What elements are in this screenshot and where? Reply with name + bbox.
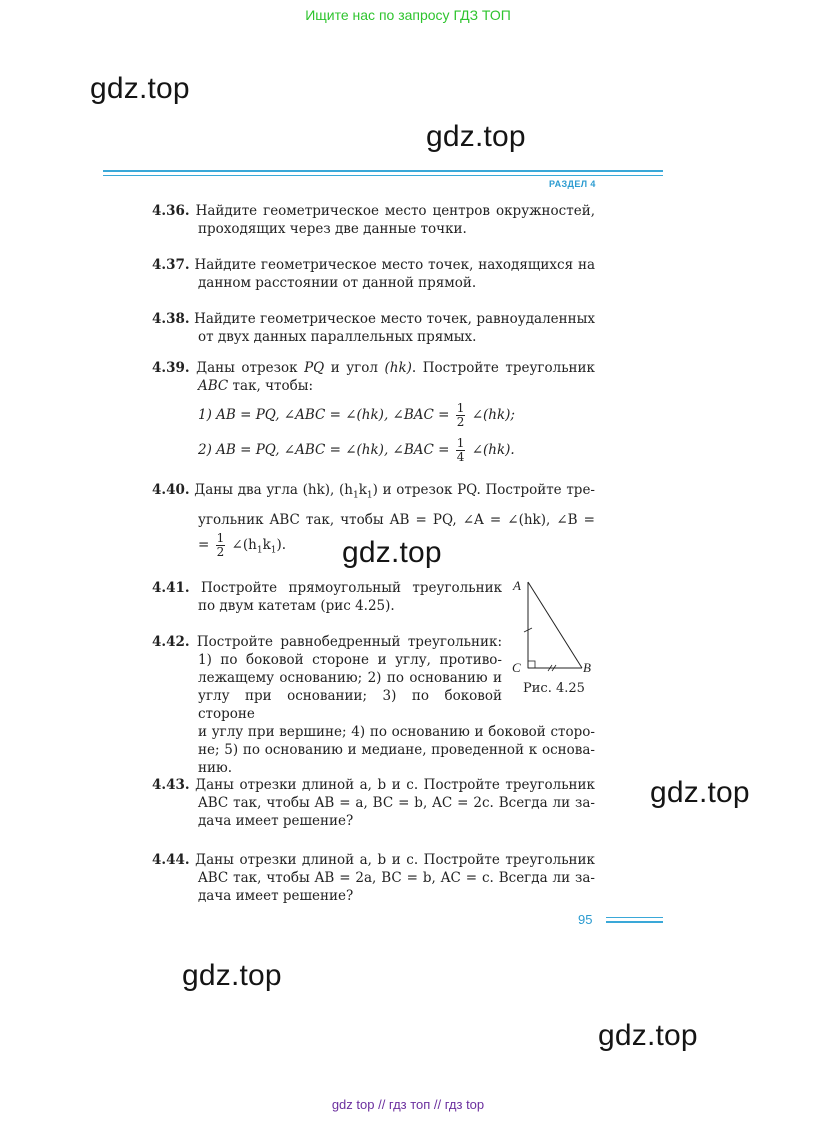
problem-text: угольник ABC так, чтобы AB = PQ, ∠A = ∠(hk), ∠B =	[198, 512, 595, 528]
problem-4-40-line3	[198, 532, 286, 560]
problem-4-39	[152, 359, 595, 395]
problem-number: 4.38.	[152, 311, 190, 327]
problem-text: 1) по боковой стороне и углу, противо-	[198, 652, 502, 668]
problem-text: =	[198, 537, 210, 553]
watermark: gdz.top	[598, 1019, 698, 1052]
problem-text: от двух данных параллельных прямых.	[198, 329, 477, 345]
numerator: 1	[456, 401, 465, 415]
watermark: gdz.top	[182, 959, 282, 992]
fraction	[456, 402, 466, 429]
condition-text: ∠(hk);	[471, 407, 515, 423]
subscript: 1	[352, 490, 359, 501]
problem-text: по двум катетам (рис 4.25).	[198, 598, 395, 614]
problem-text: Даны отрезки длиной a, b и c. Постройте треугольник	[195, 777, 595, 793]
problem-text: так, чтобы:	[232, 378, 314, 394]
problem-text: . Постройте треугольник	[411, 360, 595, 376]
right-angle-mark	[528, 661, 535, 668]
denominator: 2	[456, 415, 465, 429]
problem-number: 4.40.	[152, 482, 190, 498]
section-label: РАЗДЕЛ 4	[549, 179, 596, 189]
problem-text: ABC так, чтобы AB = a, BC = b, AC = 2c. Всегда ли за-	[198, 795, 595, 811]
problem-4-38	[152, 310, 595, 346]
problem-4-37	[152, 256, 595, 292]
problem-number: 4.42.	[152, 634, 190, 650]
condition-1	[198, 402, 515, 429]
denominator: 4	[456, 450, 465, 464]
page-number: 95	[578, 912, 593, 927]
subscript: 1	[256, 545, 263, 556]
figure-caption: Рис. 4.25	[523, 681, 585, 696]
problem-text: Найдите геометрическое место точек, находящихся на	[194, 257, 595, 273]
header-rule-thin	[103, 175, 663, 176]
problem-text: дача имеет решение?	[198, 888, 354, 904]
problem-4-40-line2	[198, 511, 595, 529]
problem-4-41	[152, 579, 502, 615]
segment-pq: PQ	[304, 360, 325, 376]
problem-text: k	[262, 537, 271, 553]
problem-text: углу при основании; 3) по боковой стороне	[198, 688, 502, 722]
watermark: gdz.top	[650, 776, 750, 809]
problem-text: лежащему основанию; 2) по основанию и	[198, 670, 502, 686]
condition-text: 2) AB = PQ, ∠ABC = ∠(hk), ∠BAC =	[198, 442, 450, 458]
problem-text: Даны отрезок	[196, 360, 298, 376]
hypotenuse-ab	[528, 582, 582, 668]
problem-text: Постройте равнобедренный треугольник:	[196, 634, 502, 650]
triangle-abc: ABC	[198, 378, 229, 394]
problem-text: Найдите геометрическое место точек, равноудаленных	[194, 311, 595, 327]
condition-text: 1) AB = PQ, ∠ABC = ∠(hk), ∠BAC =	[198, 407, 450, 423]
problem-text: и угол	[330, 360, 378, 376]
watermark: gdz.top	[342, 536, 442, 569]
denominator: 2	[216, 545, 225, 559]
problem-text: данном расстоянии от данной прямой.	[198, 275, 477, 291]
vertex-label-b: B	[583, 660, 591, 675]
problem-4-43	[152, 776, 595, 830]
subscript: 1	[270, 545, 277, 556]
problem-text: Постройте прямоугольный треугольник	[200, 580, 503, 596]
problem-4-44	[152, 851, 595, 905]
problem-text: дача имеет решение?	[198, 813, 354, 829]
problem-number: 4.37.	[152, 257, 190, 273]
problem-number: 4.36.	[152, 203, 190, 219]
subscript: 1	[366, 490, 373, 501]
footer-rule	[606, 921, 663, 923]
problem-number: 4.41.	[152, 580, 190, 596]
condition-2	[198, 437, 515, 464]
problem-text: ABC так, чтобы AB = 2a, BC = b, AC = c. Всегда ли за-	[198, 870, 595, 886]
problem-text: не; 5) по основанию и медиане, проведенной к основа-	[198, 742, 595, 758]
watermark: gdz.top	[426, 120, 526, 153]
problem-text: Даны отрезки длиной a, b и c. Постройте треугольник	[195, 852, 595, 868]
problem-4-40	[152, 481, 595, 505]
problem-text: проходящих через две данные точки.	[198, 221, 467, 237]
footer-rule-thin	[606, 917, 663, 918]
problem-text: ) и отрезок PQ. Постройте тре-	[372, 482, 595, 498]
problem-number: 4.43.	[152, 777, 190, 793]
problem-text: нию.	[198, 760, 233, 776]
angle-hk: (hk)	[384, 360, 412, 376]
watermark: gdz.top	[90, 72, 190, 105]
footer-links[interactable]: gdz top // гдз топ // гдз top	[331, 1097, 485, 1112]
problem-text: ).	[276, 537, 287, 553]
top-banner[interactable]: Ищите нас по запросу ГДЗ ТОП	[305, 7, 511, 23]
problem-text: Даны два угла (hk), (h	[194, 482, 353, 498]
figure-right-triangle	[508, 576, 598, 676]
condition-text: ∠(hk).	[471, 442, 515, 458]
problem-text: и углу при вершине; 4) по основанию и боковой сторо-	[198, 724, 595, 740]
problem-4-36	[152, 202, 595, 238]
problem-text: ∠(h	[231, 537, 257, 553]
problem-text: k	[358, 482, 367, 498]
vertex-label-c: C	[512, 660, 521, 675]
numerator: 1	[216, 531, 225, 545]
problem-text: Найдите геометрическое место центров окружностей,	[195, 203, 595, 219]
fraction	[216, 532, 226, 559]
header-rule	[103, 170, 663, 172]
problem-number: 4.44.	[152, 852, 190, 868]
vertex-label-a: A	[513, 578, 521, 593]
fraction	[456, 437, 466, 464]
problem-number: 4.39.	[152, 360, 190, 376]
numerator: 1	[456, 436, 465, 450]
